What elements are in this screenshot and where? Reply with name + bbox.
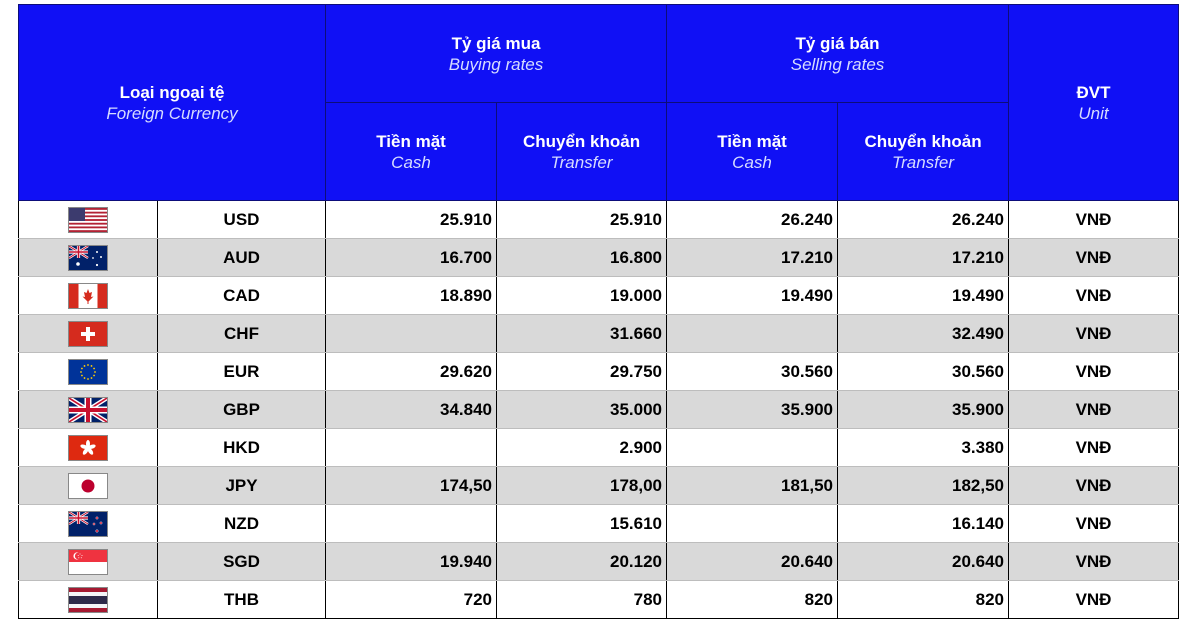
currency-code: EUR xyxy=(158,353,326,391)
table-row xyxy=(19,353,1179,391)
buy-transfer-value: 15.610 xyxy=(497,505,667,543)
currency-code: CAD xyxy=(158,277,326,315)
buy-cash-value xyxy=(326,505,497,543)
currency-code: NZD xyxy=(158,505,326,543)
table-row xyxy=(19,505,1179,543)
sell-transfer-header xyxy=(838,103,1009,201)
unit-value: VNĐ xyxy=(1009,543,1179,581)
table-row xyxy=(19,391,1179,429)
unit-value: VNĐ xyxy=(1009,429,1179,467)
sell-transfer-value: 30.560 xyxy=(838,353,1009,391)
sell-cash-header xyxy=(667,103,838,201)
sell-cash-value: 181,50 xyxy=(667,467,838,505)
unit-value: VNĐ xyxy=(1009,505,1179,543)
sell-transfer-value: 32.490 xyxy=(838,315,1009,353)
sell-transfer-value: 26.240 xyxy=(838,201,1009,239)
buy-transfer-value: 780 xyxy=(497,581,667,619)
currency-code: GBP xyxy=(158,391,326,429)
buy-cash-value: 16.700 xyxy=(326,239,497,277)
currency-code: JPY xyxy=(158,467,326,505)
table-row xyxy=(19,467,1179,505)
table-row xyxy=(19,315,1179,353)
buy-cash-en: Cash xyxy=(391,152,431,172)
selling-header-vi: Tỷ giá bán xyxy=(795,33,880,53)
sell-cash-value: 820 xyxy=(667,581,838,619)
unit-value: VNĐ xyxy=(1009,391,1179,429)
unit-value: VNĐ xyxy=(1009,467,1179,505)
buy-transfer-value: 20.120 xyxy=(497,543,667,581)
buy-transfer-value: 29.750 xyxy=(497,353,667,391)
th-flag-icon xyxy=(69,588,107,612)
table-row xyxy=(19,201,1179,239)
sell-transfer-en: Transfer xyxy=(891,152,955,172)
ch-flag-icon xyxy=(69,322,107,346)
currency-code: THB xyxy=(158,581,326,619)
flag-cell xyxy=(19,543,158,581)
buying-header-en: Buying rates xyxy=(448,54,544,74)
buy-cash-value xyxy=(326,429,497,467)
unit-value: VNĐ xyxy=(1009,201,1179,239)
gb-flag-icon xyxy=(69,398,107,422)
buy-transfer-value: 35.000 xyxy=(497,391,667,429)
sell-cash-value xyxy=(667,429,838,467)
flag-cell xyxy=(19,581,158,619)
unit-header-vi: ĐVT xyxy=(1076,82,1111,102)
flag-cell xyxy=(19,391,158,429)
sell-cash-value: 26.240 xyxy=(667,201,838,239)
buy-transfer-value: 16.800 xyxy=(497,239,667,277)
buy-cash-vi: Tiền mặt xyxy=(376,131,446,151)
us-flag-icon xyxy=(69,208,107,232)
currency-code: SGD xyxy=(158,543,326,581)
currency-header-vi: Loại ngoại tệ xyxy=(119,82,225,102)
buy-cash-value: 174,50 xyxy=(326,467,497,505)
table-row xyxy=(19,581,1179,619)
buying-header-vi: Tỷ giá mua xyxy=(451,33,541,53)
sell-cash-value: 20.640 xyxy=(667,543,838,581)
currency-code: USD xyxy=(158,201,326,239)
flag-cell xyxy=(19,467,158,505)
sell-cash-en: Cash xyxy=(732,152,772,172)
unit-value: VNĐ xyxy=(1009,353,1179,391)
sell-transfer-vi: Chuyển khoản xyxy=(864,131,982,151)
unit-column-header xyxy=(1009,5,1179,201)
buy-transfer-vi: Chuyển khoản xyxy=(522,131,641,151)
buy-cash-value: 25.910 xyxy=(326,201,497,239)
flag-cell xyxy=(19,353,158,391)
flag-cell xyxy=(19,315,158,353)
buy-transfer-value: 25.910 xyxy=(497,201,667,239)
nz-flag-icon xyxy=(69,512,107,536)
sell-transfer-value: 17.210 xyxy=(838,239,1009,277)
buying-rates-header xyxy=(326,5,667,103)
buy-transfer-value: 19.000 xyxy=(497,277,667,315)
unit-value: VNĐ xyxy=(1009,277,1179,315)
jp-flag-icon xyxy=(69,474,107,498)
hk-flag-icon xyxy=(69,436,107,460)
au-flag-icon xyxy=(69,246,107,270)
unit-value: VNĐ xyxy=(1009,239,1179,277)
sell-cash-value: 30.560 xyxy=(667,353,838,391)
buy-cash-value: 34.840 xyxy=(326,391,497,429)
currency-code: AUD xyxy=(158,239,326,277)
buy-cash-value: 18.890 xyxy=(326,277,497,315)
flag-cell xyxy=(19,239,158,277)
currency-header-en: Foreign Currency xyxy=(106,103,238,123)
sell-cash-value: 35.900 xyxy=(667,391,838,429)
ca-flag-icon xyxy=(69,284,107,308)
currency-column-header xyxy=(19,5,326,201)
unit-value: VNĐ xyxy=(1009,581,1179,619)
table-row xyxy=(19,543,1179,581)
sell-cash-vi: Tiền mặt xyxy=(717,131,787,151)
exchange-rate-table xyxy=(18,4,1179,619)
table-row xyxy=(19,429,1179,467)
sell-cash-value xyxy=(667,505,838,543)
sell-transfer-value: 20.640 xyxy=(838,543,1009,581)
buy-cash-value: 19.940 xyxy=(326,543,497,581)
currency-code: HKD xyxy=(158,429,326,467)
buy-transfer-value: 2.900 xyxy=(497,429,667,467)
currency-code: CHF xyxy=(158,315,326,353)
sell-transfer-value: 182,50 xyxy=(838,467,1009,505)
sell-transfer-value: 820 xyxy=(838,581,1009,619)
flag-cell xyxy=(19,201,158,239)
buy-transfer-header xyxy=(497,103,667,201)
rate-rows xyxy=(19,201,1179,619)
sell-transfer-value: 3.380 xyxy=(838,429,1009,467)
buy-transfer-value: 178,00 xyxy=(497,467,667,505)
sg-flag-icon xyxy=(69,550,107,574)
table-row xyxy=(19,277,1179,315)
sell-cash-value: 19.490 xyxy=(667,277,838,315)
flag-cell xyxy=(19,429,158,467)
sell-transfer-value: 16.140 xyxy=(838,505,1009,543)
sell-cash-value: 17.210 xyxy=(667,239,838,277)
sell-cash-value xyxy=(667,315,838,353)
buy-transfer-value: 31.660 xyxy=(497,315,667,353)
buy-transfer-en: Transfer xyxy=(550,152,613,172)
unit-value: VNĐ xyxy=(1009,315,1179,353)
buy-cash-value: 720 xyxy=(326,581,497,619)
buy-cash-value xyxy=(326,315,497,353)
selling-header-en: Selling rates xyxy=(790,54,885,74)
flag-cell xyxy=(19,277,158,315)
buy-cash-header xyxy=(326,103,497,201)
table-row xyxy=(19,239,1179,277)
selling-rates-header xyxy=(667,5,1009,103)
sell-transfer-value: 19.490 xyxy=(838,277,1009,315)
buy-cash-value: 29.620 xyxy=(326,353,497,391)
unit-header-en: Unit xyxy=(1078,103,1109,123)
flag-cell xyxy=(19,505,158,543)
eu-flag-icon xyxy=(69,360,107,384)
sell-transfer-value: 35.900 xyxy=(838,391,1009,429)
